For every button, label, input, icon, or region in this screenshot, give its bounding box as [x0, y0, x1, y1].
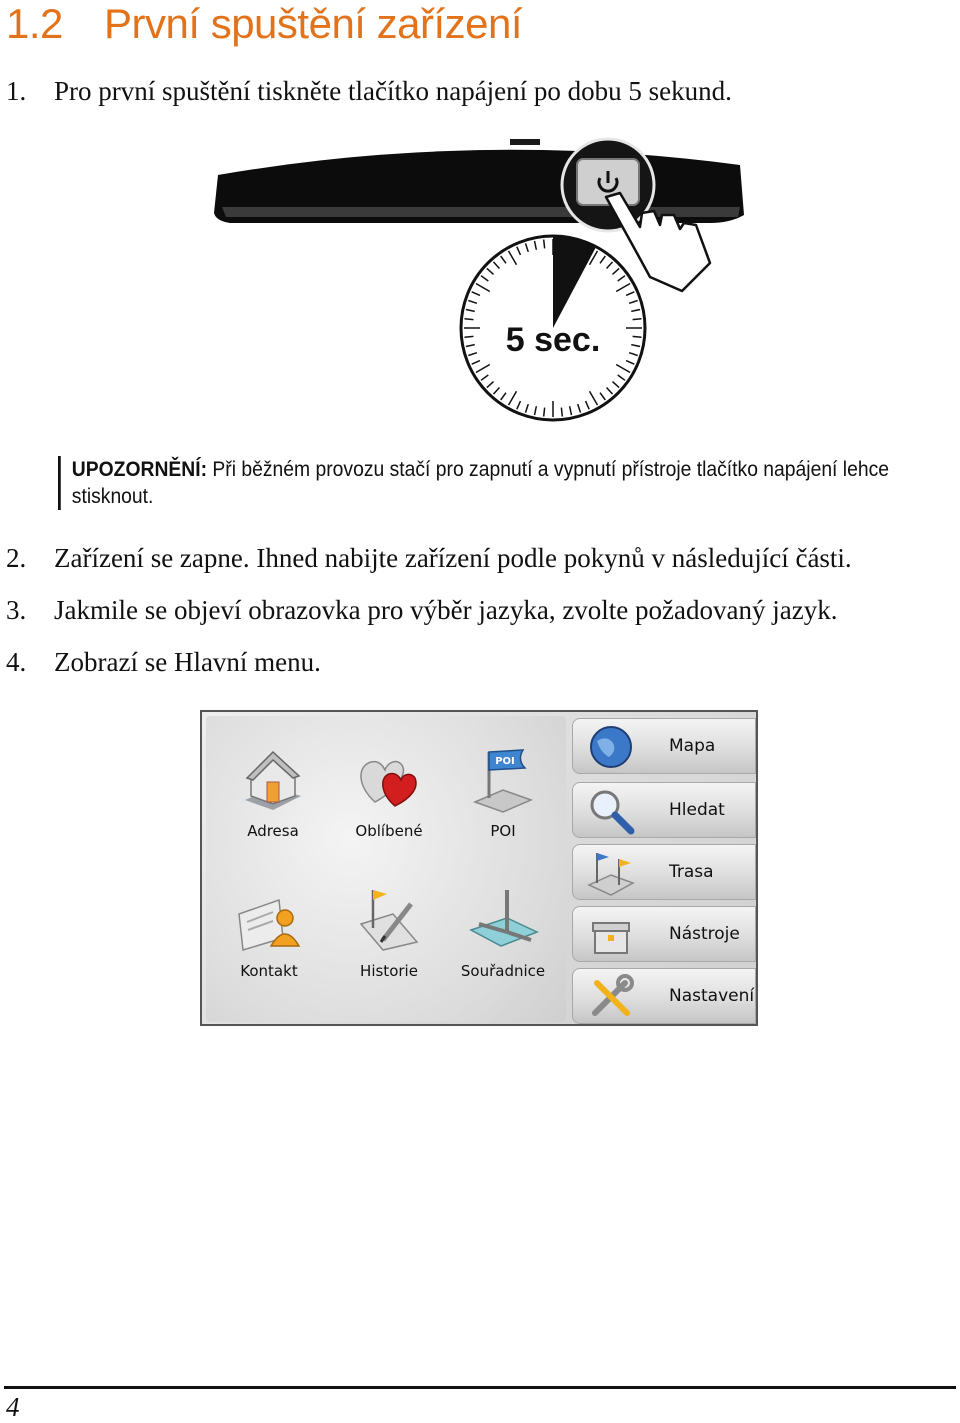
- step-1: [6, 76, 732, 107]
- side-button-label: Nástroje: [669, 924, 740, 944]
- footer-divider: [4, 1386, 956, 1389]
- dial-tick: [464, 319, 473, 320]
- page-number: 4: [6, 1392, 20, 1422]
- note-text: Při běžném provozu stačí pro zapnutí a vypnutí přístroje tlačítko napájení lehce stisknout.: [71, 458, 889, 508]
- tile-kontakt[interactable]: [214, 884, 324, 1004]
- side-button-nastroje[interactable]: [572, 906, 756, 962]
- contact-card-icon: [233, 884, 305, 956]
- globe-icon: [587, 723, 635, 771]
- tile-label: Adresa: [247, 822, 299, 840]
- main-menu-screenshot: [200, 710, 758, 1026]
- tile-historie[interactable]: [334, 884, 444, 1004]
- dial-tick: [633, 319, 642, 320]
- step-number: 3.: [6, 595, 27, 625]
- poi-flag-icon: [467, 744, 539, 816]
- tile-adresa[interactable]: [218, 744, 328, 864]
- step-text: Zobrazí se Hlavní menu.: [54, 647, 321, 677]
- dial-tick: [544, 239, 545, 248]
- timer-label: 5 sec.: [505, 321, 601, 359]
- section-number: 1.2: [6, 0, 63, 47]
- side-button-mapa[interactable]: [572, 718, 756, 774]
- warning-note: [58, 456, 891, 510]
- step-number: 2.: [6, 543, 27, 573]
- heart-icon: [353, 744, 425, 816]
- step-2: [6, 543, 852, 574]
- tile-label: Souřadnice: [460, 962, 546, 980]
- dial-tick: [561, 408, 562, 417]
- house-icon: [237, 744, 309, 816]
- poi-badge: POI: [495, 756, 515, 767]
- tile-poi[interactable]: [448, 744, 558, 864]
- side-button-label: Nastavení: [669, 986, 755, 1006]
- side-button-hledat[interactable]: [572, 782, 756, 838]
- section-heading: [6, 0, 522, 48]
- step-text: Pro první spuštění tiskněte tlačítko napájení po dobu 5 sekund.: [54, 76, 732, 106]
- tile-oblibene[interactable]: [334, 744, 444, 864]
- toolbox-icon: [587, 911, 635, 959]
- side-button-nastaveni[interactable]: [572, 968, 756, 1024]
- magnifier-icon: [587, 787, 635, 835]
- dial-tick: [464, 336, 473, 337]
- route-flags-icon: [587, 849, 635, 897]
- step-text: Jakmile se objeví obrazovka pro výběr jazyka, zvolte požadovaný jazyk.: [54, 595, 838, 625]
- section-title: První spuštění zařízení: [104, 0, 523, 47]
- side-button-label: Trasa: [669, 862, 714, 882]
- dial-tick: [561, 239, 562, 248]
- timer-dial: [461, 236, 645, 420]
- tile-souradnice[interactable]: [448, 884, 558, 1004]
- wrench-icon: [587, 973, 635, 1021]
- dial-tick: [544, 408, 545, 417]
- dial-tick: [633, 336, 642, 337]
- tile-label: Kontakt: [240, 962, 298, 980]
- side-button-trasa[interactable]: [572, 844, 756, 900]
- tile-label: POI: [490, 822, 516, 840]
- side-button-label: Mapa: [669, 736, 716, 756]
- tile-label: Historie: [360, 962, 418, 980]
- menu-grid: [206, 716, 566, 1022]
- step-3: [6, 595, 837, 626]
- side-button-label: Hledat: [669, 800, 725, 820]
- step-text: Zařízení se zapne. Ihned nabijte zařízení podle pokynů v následující části.: [54, 543, 852, 573]
- step-number: 4.: [6, 647, 27, 677]
- note-label: UPOZORNĚNÍ:: [71, 458, 208, 481]
- history-icon: [353, 884, 425, 956]
- step-4: [6, 647, 321, 678]
- step-number: 1.: [6, 76, 27, 106]
- coordinates-icon: [467, 884, 539, 956]
- tile-label: Oblíbené: [355, 822, 423, 840]
- power-button-illustration: [210, 135, 750, 430]
